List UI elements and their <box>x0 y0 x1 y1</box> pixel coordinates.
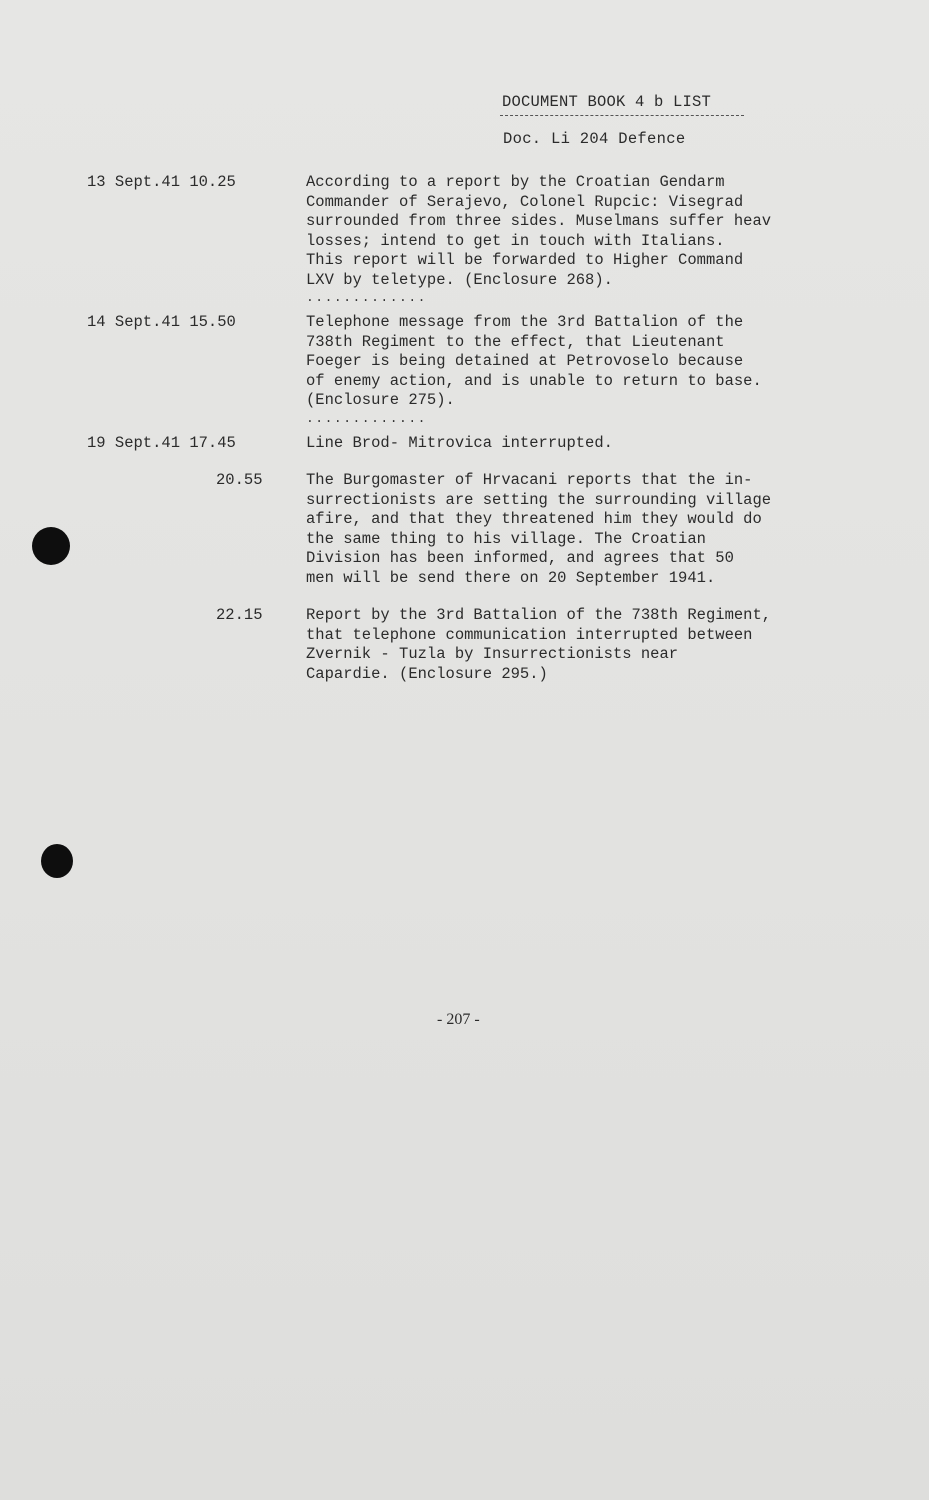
log-entry <box>0 173 929 303</box>
document-header <box>500 93 800 148</box>
entry-separator: ............. <box>306 410 427 426</box>
entry-timestamp <box>87 173 277 191</box>
log-entries <box>0 173 929 694</box>
entry-text: Report by the 3rd Battalion of the 738th Regiment, that telephone communication interrupted between Zvernik - Tuzla by Insurrectionists near Capardie. (Enclosure 295.) <box>306 606 772 683</box>
log-entry <box>0 606 929 684</box>
entry-text: The Burgomaster of Hrvacani reports that the in- surrectionists are setting the surrounding village afire, and that they threatened him they would do the same thing to his village. The Croatian Division has been informed, and agrees that 50 men will be send there on 20 September 1941. <box>306 471 772 587</box>
entry-time: 17.45 <box>189 433 236 452</box>
entry-time: 22.15 <box>216 606 263 624</box>
entry-time: 20.55 <box>216 471 263 489</box>
title-underline <box>500 115 744 116</box>
entry-date: 19 Sept.41 <box>87 433 181 452</box>
log-entry <box>0 313 929 424</box>
entry-timestamp <box>87 313 277 331</box>
log-entry <box>0 471 929 588</box>
entry-timestamp <box>87 434 277 452</box>
document-title: DOCUMENT BOOK 4 b LIST <box>502 93 712 111</box>
entry-date: 13 Sept.41 <box>87 173 181 191</box>
document-subtitle: Doc. Li 204 Defence <box>503 130 686 148</box>
entry-time: 15.50 <box>189 313 236 331</box>
entry-text: Telephone message from the 3rd Battalion of the 738th Regiment to the effect, that Lieutenant Foeger is being detained at Petrovoselo because of enemy action, and is unable to return to base. (Enclosure 275). <box>306 313 762 409</box>
page-number: - 207 - <box>437 1011 480 1028</box>
log-entry <box>0 434 929 454</box>
entry-date: 14 Sept.41 <box>87 313 181 331</box>
entry-time: 10.25 <box>189 173 236 191</box>
entry-text: Line Brod- Mitrovica interrupted. <box>306 433 613 452</box>
punch-hole-upper <box>32 527 70 565</box>
entry-separator: ............. <box>306 290 427 305</box>
punch-hole-lower <box>41 844 73 878</box>
entry-text: According to a report by the Croatian Gendarm Commander of Serajevo, Colonel Rupcic: Visegrad surrounded from three sides. Muselmans suffer heav losses; intend to get in touch with Italians. This report will be forwarded to Higher Command LXV by teletype. (Enclosure 268). <box>306 173 772 289</box>
